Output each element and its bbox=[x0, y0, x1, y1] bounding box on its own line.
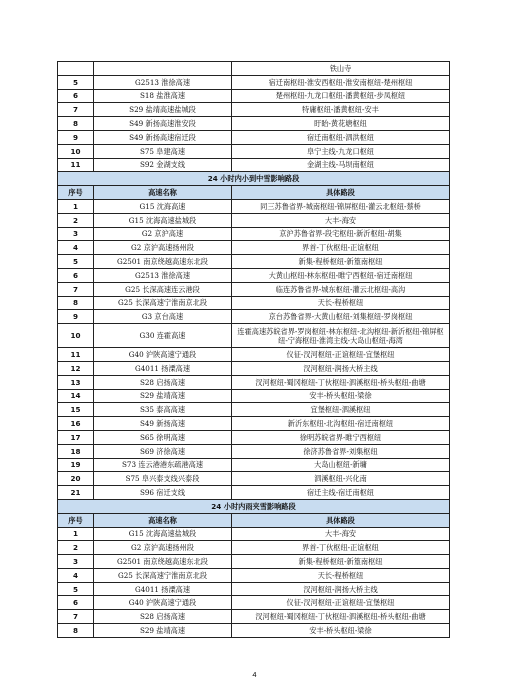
table-row bbox=[58, 541, 450, 555]
highway-name: G4011 扬溧高速 bbox=[94, 361, 232, 375]
row-number: 2 bbox=[58, 213, 94, 227]
row-number: 9 bbox=[58, 130, 94, 144]
row-number bbox=[58, 62, 94, 76]
route-segment: 安丰-桥头枢纽-梁徐 bbox=[232, 624, 450, 638]
highway-name: S75 阜兴泰支线兴泰段 bbox=[94, 472, 232, 486]
table-row bbox=[58, 417, 450, 431]
row-number: 5 bbox=[58, 582, 94, 596]
row-number: 21 bbox=[58, 486, 94, 500]
highway-name: S65 徐明高速 bbox=[94, 430, 232, 444]
row-number: 13 bbox=[58, 375, 94, 389]
highway-name: G15 沈海高速盐城段 bbox=[94, 527, 232, 541]
row-number: 4 bbox=[58, 568, 94, 582]
column-header-number: 序号 bbox=[58, 513, 94, 527]
row-number: 17 bbox=[58, 430, 94, 444]
row-number: 1 bbox=[58, 527, 94, 541]
route-segment: 同三苏鲁省界-城南枢纽-锦屏枢纽-灌云北枢纽-蔡桥 bbox=[232, 199, 450, 213]
table-row bbox=[58, 130, 450, 144]
table-row bbox=[58, 403, 450, 417]
table-row bbox=[58, 555, 450, 569]
section-title: 24 小时内小到中雪影响路段 bbox=[58, 172, 450, 186]
highway-name: S92 金湖支线 bbox=[94, 158, 232, 172]
highway-name: S29 盐靖高速 bbox=[94, 624, 232, 638]
route-segment: 仪征-汊河枢纽-正谊枢纽-宜堡枢纽 bbox=[232, 348, 450, 362]
route-segment: 大岛山枢纽-新墉 bbox=[232, 458, 450, 472]
route-segment: 徐明苏皖省界-睢宁西枢纽 bbox=[232, 430, 450, 444]
table-row bbox=[58, 213, 450, 227]
route-segment: 汊河枢纽-蜀冈枢纽-丁伙枢纽-泗溪枢纽-桥头枢纽-曲塘 bbox=[232, 375, 450, 389]
route-segment: 徐济苏鲁省界-刘集枢纽 bbox=[232, 444, 450, 458]
route-segment: 界首-丁伙枢纽-正谊枢纽 bbox=[232, 241, 450, 255]
highway-name: G30 连霍高速 bbox=[94, 324, 232, 348]
highway-name: G2513 淮徐高速 bbox=[94, 268, 232, 282]
column-header-row bbox=[58, 186, 450, 200]
column-header-route: 具体路段 bbox=[232, 186, 450, 200]
row-number: 4 bbox=[58, 241, 94, 255]
row-number: 14 bbox=[58, 389, 94, 403]
table-row bbox=[58, 103, 450, 117]
highway-name: S28 启扬高速 bbox=[94, 375, 232, 389]
row-number: 11 bbox=[58, 158, 94, 172]
highway-name: S49 新扬高速 bbox=[94, 417, 232, 431]
table-row bbox=[58, 430, 450, 444]
page-number: 4 bbox=[252, 670, 257, 679]
row-number: 5 bbox=[58, 255, 94, 269]
row-number: 12 bbox=[58, 361, 94, 375]
table-row bbox=[58, 444, 450, 458]
row-number: 3 bbox=[58, 227, 94, 241]
highway-name: S75 阜建高速 bbox=[94, 144, 232, 158]
route-segment: 宿迁主线-宿迁南枢纽 bbox=[232, 486, 450, 500]
road-impact-table bbox=[57, 61, 450, 638]
table-row bbox=[58, 486, 450, 500]
highway-name: G2 京沪高速扬州段 bbox=[94, 241, 232, 255]
highway-name: G2513 淮徐高速 bbox=[94, 75, 232, 89]
table-row bbox=[58, 255, 450, 269]
table-row bbox=[58, 624, 450, 638]
table-row bbox=[58, 361, 450, 375]
table-row bbox=[58, 144, 450, 158]
route-segment: 泗溪枢纽-兴化南 bbox=[232, 472, 450, 486]
table-row bbox=[58, 199, 450, 213]
table-row bbox=[58, 389, 450, 403]
row-number: 9 bbox=[58, 310, 94, 324]
table-row bbox=[58, 527, 450, 541]
row-number: 20 bbox=[58, 472, 94, 486]
table-row bbox=[58, 310, 450, 324]
highway-name: G2 京沪高速 bbox=[94, 227, 232, 241]
highway-name: S18 盐淮高速 bbox=[94, 89, 232, 103]
row-number: 10 bbox=[58, 144, 94, 158]
route-segment: 特庸枢纽-潘黄枢纽-安丰 bbox=[232, 103, 450, 117]
route-segment: 新沂东枢纽-北沟枢纽-宿迁南枢纽 bbox=[232, 417, 450, 431]
row-number: 2 bbox=[58, 541, 94, 555]
highway-name: S49 新扬高速宿迁段 bbox=[94, 130, 232, 144]
table-row bbox=[58, 227, 450, 241]
table-row bbox=[58, 582, 450, 596]
route-segment: 汊河枢纽-润扬大桥主线 bbox=[232, 361, 450, 375]
route-segment: 新集-程桥枢纽-新篁南枢纽 bbox=[232, 255, 450, 269]
route-segment: 连霍高速苏皖省界-罗岗枢纽-林东枢纽-北沟枢纽-新沂枢纽-锦屏枢纽-宁海枢纽-淮湾主线-大岛山枢纽-海湾 bbox=[232, 324, 450, 348]
highway-name: G15 沈海高速 bbox=[94, 199, 232, 213]
table-row bbox=[58, 158, 450, 172]
row-number: 1 bbox=[58, 199, 94, 213]
section-title-row bbox=[58, 172, 450, 186]
route-segment: 汊河枢纽-蜀冈枢纽-丁伙枢纽-泗溪枢纽-桥头枢纽-曲塘 bbox=[232, 610, 450, 624]
table-row bbox=[58, 375, 450, 389]
row-number: 18 bbox=[58, 444, 94, 458]
route-segment: 天长-程桥枢纽 bbox=[232, 296, 450, 310]
table-row bbox=[58, 596, 450, 610]
row-number: 10 bbox=[58, 324, 94, 348]
route-segment: 盱眙-黄花塘枢纽 bbox=[232, 117, 450, 131]
highway-name: G25 长深高速宁淮南京北段 bbox=[94, 296, 232, 310]
column-header-row bbox=[58, 513, 450, 527]
highway-name: G40 沪陕高速宁通段 bbox=[94, 596, 232, 610]
route-segment: 宜堡枢纽-泗溪枢纽 bbox=[232, 403, 450, 417]
highway-name: G2 京沪高速扬州段 bbox=[94, 541, 232, 555]
column-header-name: 高速名称 bbox=[94, 513, 232, 527]
highway-name: G3 京台高速 bbox=[94, 310, 232, 324]
route-segment: 楚州枢纽-九龙口枢纽-潘黄枢纽-步凤枢纽 bbox=[232, 89, 450, 103]
table-row bbox=[58, 296, 450, 310]
highway-name: S69 济徐高速 bbox=[94, 444, 232, 458]
table-row bbox=[58, 62, 450, 76]
table-row bbox=[58, 117, 450, 131]
route-segment: 新集-程桥枢纽-新篁南枢纽 bbox=[232, 555, 450, 569]
route-segment: 阜宁主线-九龙口枢纽 bbox=[232, 144, 450, 158]
table-row bbox=[58, 268, 450, 282]
highway-name: S29 盐靖高速 bbox=[94, 389, 232, 403]
row-number: 3 bbox=[58, 555, 94, 569]
row-number: 6 bbox=[58, 89, 94, 103]
route-segment: 铁山寺 bbox=[232, 62, 450, 76]
highway-name: G15 沈海高速盐城段 bbox=[94, 213, 232, 227]
highway-name bbox=[94, 62, 232, 76]
route-segment: 宿迁南枢纽-淮安西枢纽-淮安南枢纽-楚州枢纽 bbox=[232, 75, 450, 89]
row-number: 5 bbox=[58, 75, 94, 89]
highway-name: G40 沪陕高速宁通段 bbox=[94, 348, 232, 362]
column-header-name: 高速名称 bbox=[94, 186, 232, 200]
row-number: 15 bbox=[58, 403, 94, 417]
row-number: 8 bbox=[58, 296, 94, 310]
highway-name: G2501 南京绕越高速东北段 bbox=[94, 555, 232, 569]
table-row bbox=[58, 348, 450, 362]
route-segment: 大黄山枢纽-林东枢纽-睢宁西枢纽-宿迁南枢纽 bbox=[232, 268, 450, 282]
highway-name: S73 连云港港东疏港高速 bbox=[94, 458, 232, 472]
row-number: 7 bbox=[58, 103, 94, 117]
table-row bbox=[58, 241, 450, 255]
route-segment: 界首-丁伙枢纽-正谊枢纽 bbox=[232, 541, 450, 555]
row-number: 7 bbox=[58, 282, 94, 296]
row-number: 6 bbox=[58, 596, 94, 610]
document-body bbox=[57, 61, 449, 638]
column-header-number: 序号 bbox=[58, 186, 94, 200]
section-title-row bbox=[58, 499, 450, 513]
row-number: 11 bbox=[58, 348, 94, 362]
row-number: 6 bbox=[58, 268, 94, 282]
route-segment: 京沪苏鲁省界-段宅枢纽-新沂枢纽-胡集 bbox=[232, 227, 450, 241]
row-number: 8 bbox=[58, 624, 94, 638]
route-segment: 宿迁南枢纽-泗洪枢纽 bbox=[232, 130, 450, 144]
route-segment: 金湖主线-马坝南枢纽 bbox=[232, 158, 450, 172]
row-number: 7 bbox=[58, 610, 94, 624]
route-segment: 临连苏鲁省界-城东枢纽-灌云北枢纽-高沟 bbox=[232, 282, 450, 296]
table-row bbox=[58, 458, 450, 472]
highway-name: S49 新扬高速淮安段 bbox=[94, 117, 232, 131]
highway-name: G2501 南京绕越高速东北段 bbox=[94, 255, 232, 269]
route-segment: 大丰-海安 bbox=[232, 213, 450, 227]
highway-name: G25 长深高速连云港段 bbox=[94, 282, 232, 296]
section-title: 24 小时内雨夹雪影响路段 bbox=[58, 499, 450, 513]
highway-name: S29 盐靖高速盐城段 bbox=[94, 103, 232, 117]
highway-name: S28 启扬高速 bbox=[94, 610, 232, 624]
row-number: 19 bbox=[58, 458, 94, 472]
table-row bbox=[58, 75, 450, 89]
route-segment: 天长-程桥枢纽 bbox=[232, 568, 450, 582]
column-header-route: 具体路段 bbox=[232, 513, 450, 527]
row-number: 16 bbox=[58, 417, 94, 431]
highway-name: G25 长深高速宁淮南京北段 bbox=[94, 568, 232, 582]
highway-name: G4011 扬溧高速 bbox=[94, 582, 232, 596]
table-row bbox=[58, 610, 450, 624]
route-segment: 大丰-海安 bbox=[232, 527, 450, 541]
table-row bbox=[58, 568, 450, 582]
highway-name: S96 宿迁支线 bbox=[94, 486, 232, 500]
table-row bbox=[58, 89, 450, 103]
route-segment: 汊河枢纽-润扬大桥主线 bbox=[232, 582, 450, 596]
route-segment: 京台苏鲁省界-大黄山枢纽-刘集枢纽-罗岗枢纽 bbox=[232, 310, 450, 324]
table-row bbox=[58, 472, 450, 486]
route-segment: 安丰-桥头枢纽-梁徐 bbox=[232, 389, 450, 403]
row-number: 8 bbox=[58, 117, 94, 131]
route-segment: 仪征-汊河枢纽-正谊枢纽-宜堡枢纽 bbox=[232, 596, 450, 610]
table-row bbox=[58, 282, 450, 296]
table-row bbox=[58, 324, 450, 348]
highway-name: S35 泰高高速 bbox=[94, 403, 232, 417]
